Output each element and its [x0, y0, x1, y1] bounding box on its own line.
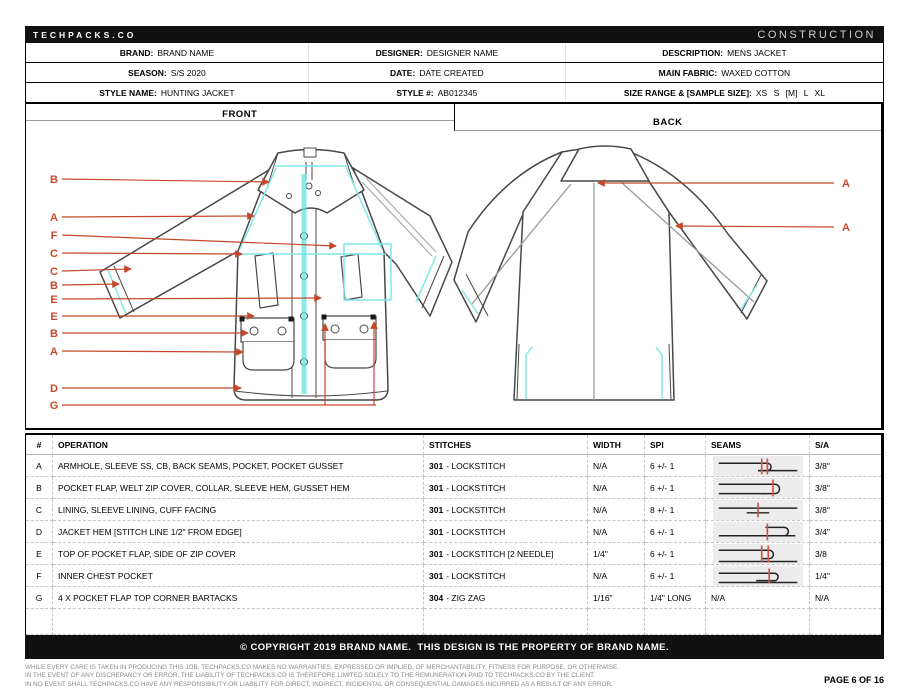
front-callout-label: F — [50, 230, 58, 242]
back-view-title: BACK — [454, 104, 882, 131]
operations-table — [25, 433, 884, 635]
spi-cell: 6 +/- 1 — [645, 565, 706, 587]
col-header-seams: SEAMS — [706, 435, 810, 455]
legal-line: IN THE EVENT OF ANY DISCREPANCY OR ERROR, THE LIABILITY OF TECHPACKS.CO IS THEREFORE LIMITED SOLELY TO THE REMUNERATION PAID TO TECHPACKS.CO BY THE CLIENT. — [25, 672, 596, 680]
width-cell: 1/4" — [588, 543, 645, 565]
table-row — [26, 455, 881, 477]
seam-diagram — [713, 500, 803, 520]
front-callout-label: B — [50, 280, 58, 292]
top-bar — [25, 26, 884, 43]
width-cell: N/A — [588, 477, 645, 499]
operation-cell: LINING, SLEEVE LINING, CUFF FACING — [53, 499, 424, 521]
seams-cell — [706, 543, 810, 565]
sa-cell: 3/8 — [810, 543, 881, 565]
seam-diagram — [713, 478, 803, 498]
front-callout-label: C — [50, 248, 58, 260]
techpack-sheet — [25, 26, 884, 689]
info-description: DESCRIPTION: MENS JACKET — [662, 47, 787, 58]
info-season: SEASON: S/S 2020 — [26, 63, 309, 82]
page-number: PAGE 6 OF 16 — [824, 674, 884, 685]
legal-line: WHILE EVERY CARE IS TAKEN IN PRODUCING THIS JOB, TECHPACKS.CO MAKES NO WARRANTIES, EXPRESSED OR IMPLIED, OF MERCHANTABILITY, FITNESS FOR PURPOSE, OR OTHERWISE. — [25, 664, 620, 671]
row-id: D — [26, 521, 53, 543]
jacket-flat-sketches — [26, 104, 885, 425]
seams-cell — [706, 455, 810, 477]
stitches-cell: 301 - LOCKSTITCH — [424, 477, 588, 499]
front-callout-label: E — [50, 311, 58, 323]
row-id: C — [26, 499, 53, 521]
spi-cell: 6 +/- 1 — [645, 455, 706, 477]
info-row — [26, 43, 883, 63]
stitches-cell: 301 - LOCKSTITCH — [424, 521, 588, 543]
col-header-width: WIDTH — [588, 435, 645, 455]
front-callout-label: A — [50, 346, 58, 358]
sa-cell: 3/8" — [810, 477, 881, 499]
operation-cell: 4 X POCKET FLAP TOP CORNER BARTACKS — [53, 587, 424, 609]
spi-cell: 6 +/- 1 — [645, 477, 706, 499]
operation-cell: JACKET HEM [STITCH LINE 1/2" FROM EDGE] — [53, 521, 424, 543]
width-cell: N/A — [588, 565, 645, 587]
sa-cell: N/A — [810, 587, 881, 609]
info-row — [26, 83, 883, 103]
stitches-cell: 301 - LOCKSTITCH — [424, 565, 588, 587]
techpacks-logo: TECHPACKS.CO — [33, 29, 137, 40]
row-id: E — [26, 543, 53, 565]
spi-cell: 1/4" LONG — [645, 587, 706, 609]
style-info-table — [25, 43, 884, 103]
front-callout-label: E — [50, 294, 58, 306]
legal-text — [25, 664, 619, 689]
front-callout-label: C — [50, 266, 58, 278]
col-header-stitches: STITCHES — [424, 435, 588, 455]
info-size-range: SIZE RANGE & [SAMPLE SIZE]: XS S [M] L XL — [623, 87, 825, 98]
info-date: DATE: DATE CREATED — [309, 63, 566, 82]
seam-diagram — [713, 522, 803, 542]
stitches-cell: 301 - LOCKSTITCH — [424, 455, 588, 477]
stitches-cell: 301 - LOCKSTITCH — [424, 499, 588, 521]
spi-cell: 6 +/- 1 — [645, 543, 706, 565]
width-cell: N/A — [588, 521, 645, 543]
info-brand: BRAND: BRAND NAME — [26, 43, 309, 62]
sa-cell: 3/8" — [810, 499, 881, 521]
seams-cell — [706, 477, 810, 499]
page-title: CONSTRUCTION — [757, 28, 876, 41]
front-view-title: FRONT — [26, 104, 454, 121]
front-callout-label: B — [50, 174, 58, 186]
table-row — [26, 587, 881, 609]
seam-diagram — [713, 544, 803, 564]
width-cell: N/A — [588, 499, 645, 521]
stitches-cell: 301 - LOCKSTITCH [2 NEEDLE] — [424, 543, 588, 565]
empty-table-row — [26, 609, 881, 635]
spi-cell: 8 +/- 1 — [645, 499, 706, 521]
info-style-name: STYLE NAME: HUNTING JACKET — [26, 83, 309, 102]
seams-cell — [706, 565, 810, 587]
operation-cell: ARMHOLE, SLEEVE SS, CB, BACK SEAMS, POCKET, POCKET GUSSET — [53, 455, 424, 477]
spi-cell: 6 +/- 1 — [645, 521, 706, 543]
stitches-cell: 304 - ZIG ZAG — [424, 587, 588, 609]
row-id: F — [26, 565, 53, 587]
front-callout-label: B — [50, 328, 58, 340]
width-cell: 1/16" — [588, 587, 645, 609]
back-callout-label: A — [842, 178, 850, 190]
front-callout-label: G — [49, 400, 59, 412]
info-row — [26, 63, 883, 83]
table-row — [26, 521, 881, 543]
back-callout-label: A — [842, 222, 850, 234]
seams-cell — [706, 499, 810, 521]
front-callout-label: D — [50, 383, 58, 395]
front-jacket-drawing — [100, 148, 452, 400]
col-header-operation: OPERATION — [53, 435, 424, 455]
sa-cell: 3/8" — [810, 455, 881, 477]
info-designer: DESIGNER: DESIGNER NAME — [309, 43, 566, 62]
sa-cell: 3/4" — [810, 521, 881, 543]
copyright-bar: © COPYRIGHT 2019 BRAND NAME. THIS DESIGN IS THE PROPERTY OF BRAND NAME. — [25, 635, 884, 659]
seam-diagram — [713, 566, 803, 586]
col-header-number: # — [26, 435, 53, 455]
table-row — [26, 565, 881, 587]
info-style-number: STYLE #: AB012345 — [309, 83, 566, 102]
seams-cell — [706, 521, 810, 543]
legal-line: IN NO EVENT SHALL TECHPACKS.CO HAVE ANY RESPONSIBILITY OR LIABILITY FOR DIRECT, INDIRECT, INCIDENTAL OR CONSEQUENTIAL DAMAGES INCURRED AS A RESULT OF ANY ERROR. — [25, 680, 613, 688]
row-id: B — [26, 477, 53, 499]
seams-cell: N/A — [706, 587, 810, 609]
front-callout-label: A — [50, 212, 58, 224]
footer — [25, 664, 884, 689]
operations-table-header — [26, 435, 881, 455]
sa-cell: 1/4" — [810, 565, 881, 587]
col-header-sa: S/A — [810, 435, 881, 455]
operation-cell: POCKET FLAP, WELT ZIP COVER, COLLAR, SLEEVE HEM, GUSSET HEM — [53, 477, 424, 499]
row-id: G — [26, 587, 53, 609]
operation-cell: INNER CHEST POCKET — [53, 565, 424, 587]
table-row — [26, 499, 881, 521]
back-jacket-drawing — [454, 146, 767, 400]
seam-diagram — [713, 456, 803, 476]
row-id: A — [26, 455, 53, 477]
operation-cell: TOP OF POCKET FLAP, SIDE OF ZIP COVER — [53, 543, 424, 565]
info-main-fabric: MAIN FABRIC: WAXED COTTON — [658, 67, 791, 78]
col-header-spi: SPI — [645, 435, 706, 455]
table-row — [26, 477, 881, 499]
table-row — [26, 543, 881, 565]
width-cell: N/A — [588, 455, 645, 477]
technical-drawing-panel — [25, 103, 884, 430]
